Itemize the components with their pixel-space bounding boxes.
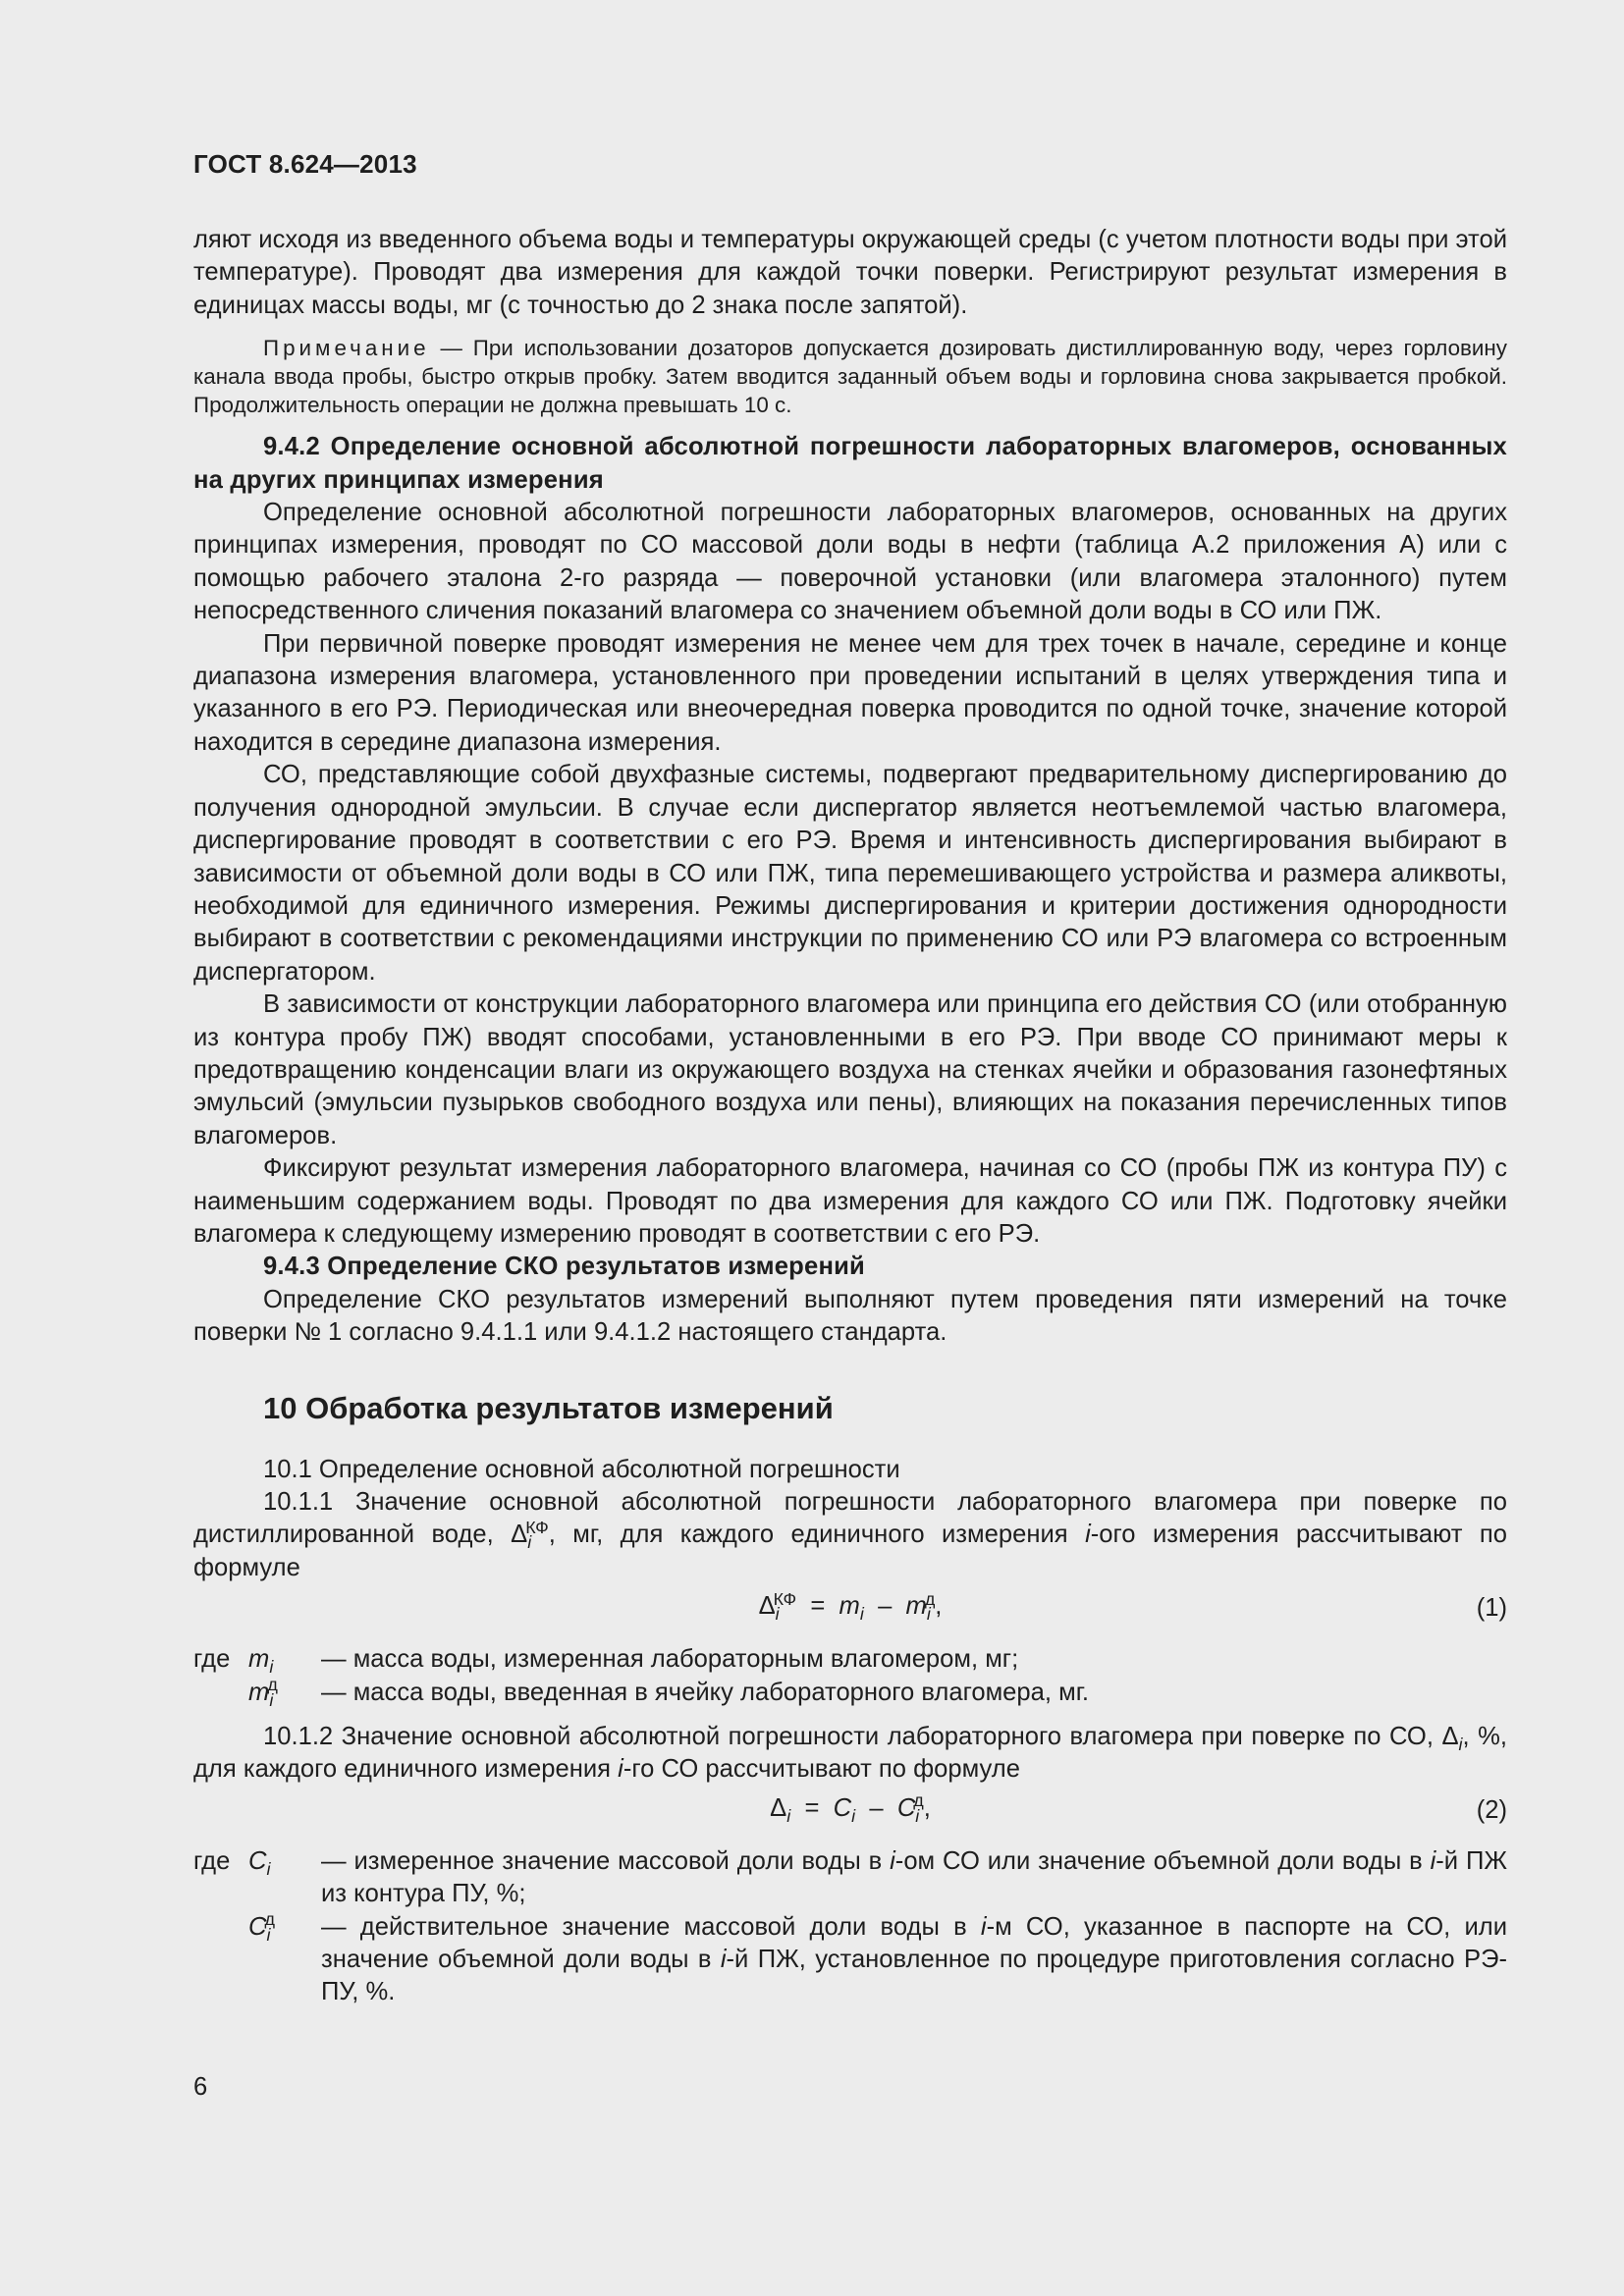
document-body bbox=[193, 224, 1507, 2009]
note bbox=[193, 334, 1507, 419]
note-text: — При использовании дозаторов допускается дозировать дистиллированную воду, через горловину канала ввода пробы, быстро открыв пробку. Затем вводится заданный объем воды и горловина снова закрывается пробкой. Продолжительность операции не должна превышать 10 с. bbox=[193, 336, 1507, 418]
paragraph-10-1-1: 10.1.1 Значение основной абсолютной погрешности лабораторного влагомера при поверке по дистиллированной воде, $\Delta_i^{КФ}$, мг, для каждого единичного измерения i-ого измерения рассчитывают по формуле bbox=[193, 1488, 1507, 1581]
where-2-row-c-i: где $C_i$ — измеренное значение массовой доли воды в i-ом СО или значение объемной доли воды в i-й ПЖ из контура ПУ, %; bbox=[193, 1845, 1507, 1911]
formula-2-number: (2) bbox=[1476, 1795, 1507, 1824]
paragraph-9-4-2-5: Фиксируют результат измерения лабораторного влагомера, начиная со СО (пробы ПЖ из контура ПУ) с наименьшим содержанием воды. Проводят по два измерения для каждого СО или ПЖ. Подготовку ячейки влагомера к следующему измерению проводят в соответствии с его РЭ. bbox=[193, 1154, 1507, 1248]
paragraph-intro: ляют исходя из введенного объема воды и температуры окружающей среды (с учетом плотности воды при этой температуре). Проводят два измерения для каждой точки поверки. Регистрируют результат измерения в единицах массы воды, мг (с точностью до 2 знака после запятой). bbox=[193, 226, 1507, 319]
formula-2-expression: $\Delta_i = C_i - C_i^д$, bbox=[770, 1790, 931, 1826]
symbol-c-i: $C_i$ bbox=[248, 1846, 271, 1879]
paragraph-10-1: 10.1 Определение основной абсолютной погрешности bbox=[263, 1455, 900, 1483]
page-number: 6 bbox=[193, 2073, 208, 2101]
formula-1-number: (1) bbox=[1476, 1594, 1507, 1623]
formula-1-expression: $\Delta_i^{КФ} = m_i - m_i^д$, bbox=[758, 1588, 943, 1625]
symbol-m-d: $m_i^д$ bbox=[248, 1675, 278, 1710]
paragraph-9-4-3: Определение СКО результатов измерений выполняют путем проведения пяти измерений на точке поверки № 1 согласно 9.4.1.1 или 9.4.1.2 настоящего стандарта. bbox=[193, 1285, 1507, 1347]
subsection-heading-9-4-3: 9.4.3 Определение СКО результатов измерений bbox=[263, 1253, 865, 1281]
where-2-row-c-d: $C_i^д$ — действительное значение массовой доли воды в i-м СО, указанное в паспорте на СО, или значение объемной доли воды в i-й ПЖ, установленное по процедуре приготовления согласно РЭ-ПУ, %. bbox=[193, 1911, 1507, 2009]
delta-kf-symbol: $\Delta_i^{КФ}$ bbox=[511, 1517, 549, 1553]
symbol-m-i: $m_i$ bbox=[248, 1645, 274, 1678]
formula-2 bbox=[193, 1792, 1507, 1836]
where-1-row-m-i: где $m_i$ — масса воды, измеренная лабораторным влагомером, мг; bbox=[193, 1645, 1019, 1678]
delta-symbol: $\Delta_i$ bbox=[1441, 1723, 1463, 1755]
paragraph-9-4-2-2: При первичной поверке проводят измерения не менее чем для трех точек в начале, середине и конце диапазона измерения влагомера, установленного при проведении испытаний в целях утверждения типа и указанного в его РЭ. Периодическая или внеочередная поверка проводится по одной точке, значение которой находится в середине диапазона измерения. bbox=[193, 629, 1507, 756]
symbol-c-d: $C_i^д$ bbox=[248, 1909, 275, 1945]
paragraph-9-4-2-3: СО, представляющие собой двухфазные системы, подвергают предварительному диспергированию до получения однородной эмульсии. В случае если диспергатор является неотъемлемой частью влагомера, диспергирование проводят в соответствии с его РЭ. Время и интенсивность диспергирования выбирают в зависимости от объемной доли воды в СО или ПЖ, типа перемешивающего устройства и размера аликвоты, необходимой для единичного измерения. Режимы диспергирования и критерии достижения однородности выбирают в соответствии с рекомендациями инструкции по применению СО или РЭ влагомера со встроенным диспергатором. bbox=[193, 761, 1507, 986]
paragraph-9-4-2-4: В зависимости от конструкции лабораторного влагомера или принципа его действия СО (или отобранную из контура пробу ПЖ) вводят способами, установленными в его РЭ. При вводе СО принимают меры к предотвращению конденсации влаги из окружающего воздуха на стенках ячейки и образования газонефтяных эмульсий (эмульсии пузырьков свободного воздуха или пены), влияющих на показания перечисленных типов влагомеров. bbox=[193, 990, 1507, 1149]
where-1-row-m-d: $m_i^д$ — масса воды, введенная в ячейку лабораторного влагомера, мг. bbox=[248, 1675, 1090, 1710]
note-label: Примечание bbox=[263, 336, 430, 361]
paragraph-9-4-2-1: Определение основной абсолютной погрешности лабораторных влагомеров, основанных на других принципах измерения, проводят по СО массовой доли воды в нефти (таблица А.2 приложения А) или с помощью рабочего эталона 2-го разряда — поверочной установки (или влагомера эталонного) путем непосредственного сличения показаний влагомера со значением объемной доли воды в СО или ПЖ. bbox=[193, 499, 1507, 625]
subsection-heading-9-4-2: 9.4.2 Определение основной абсолютной погрешности лабораторных влагомеров, основанных на других принципах измерения bbox=[193, 433, 1507, 494]
section-heading-10: 10 Обработка результатов измерений bbox=[263, 1390, 834, 1425]
formula-1 bbox=[193, 1590, 1507, 1633]
document-header: ГОСТ 8.624—2013 bbox=[193, 149, 417, 179]
paragraph-10-1-2: 10.1.2 Значение основной абсолютной погрешности лабораторного влагомера при поверке по СО, $\Delta_i$, %, для каждого единичного измерения i-го СО рассчитывают по формуле bbox=[193, 1723, 1508, 1784]
